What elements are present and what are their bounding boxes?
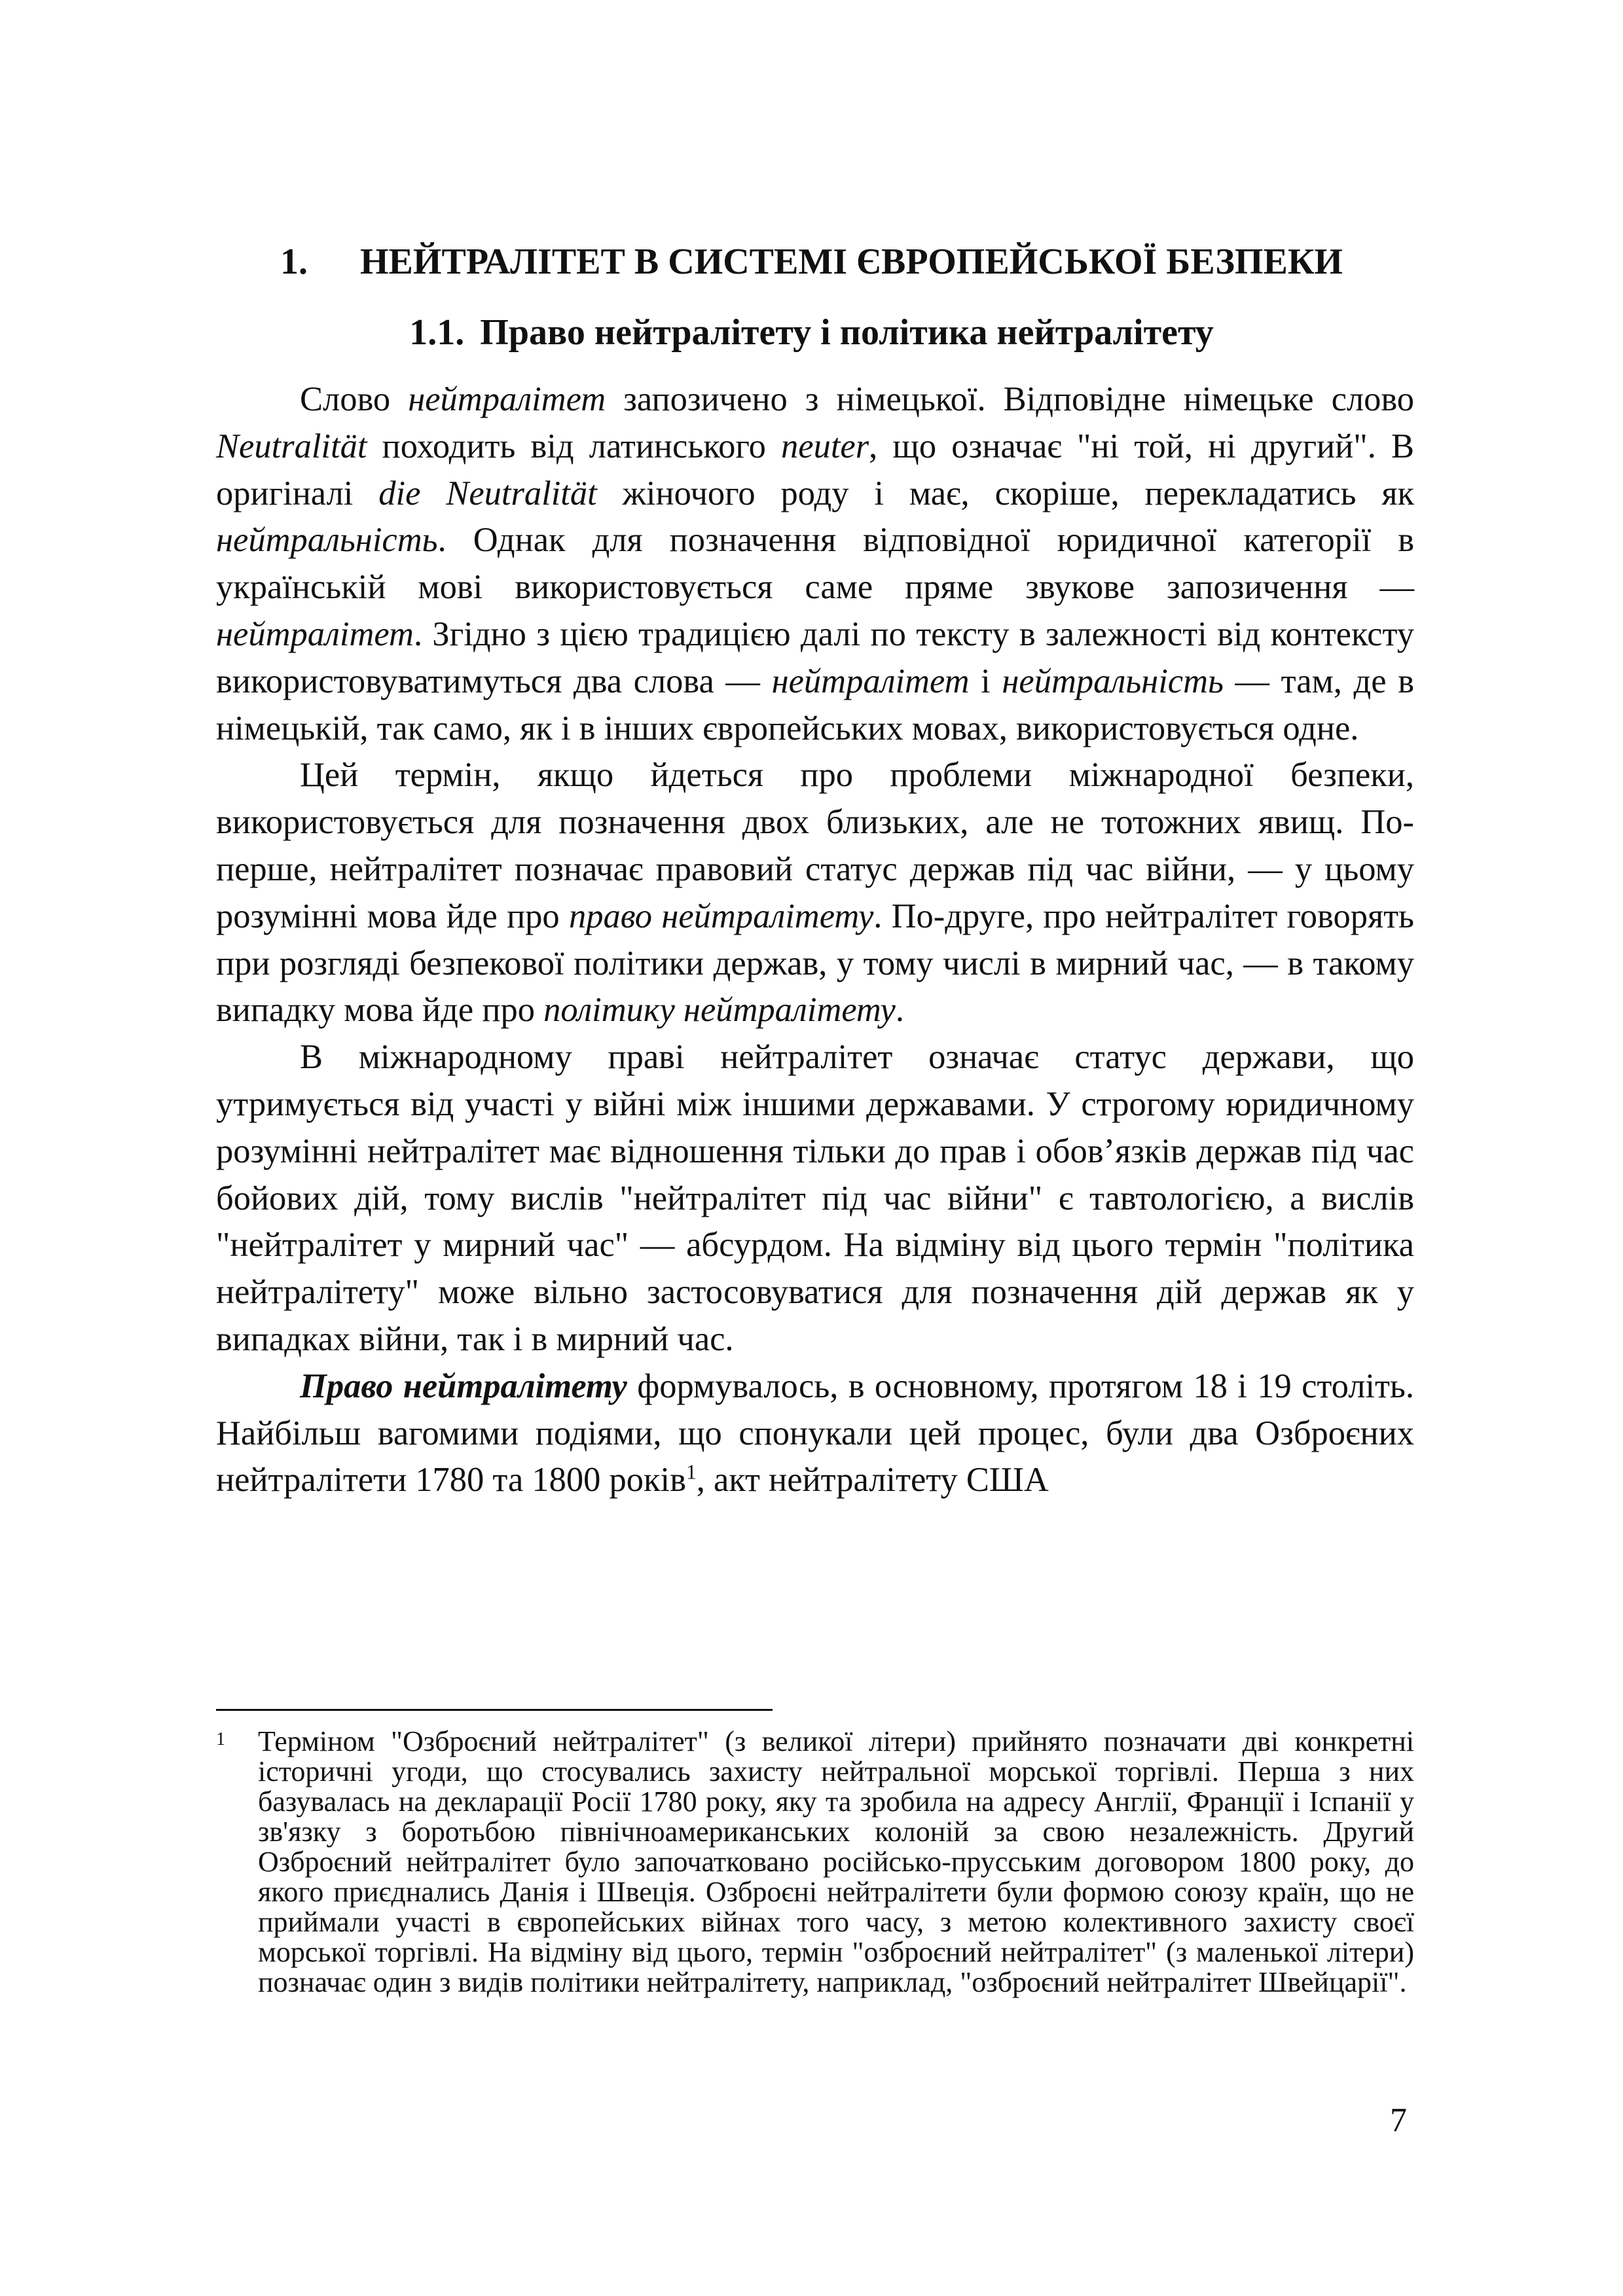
italic-term: нейтральність — [216, 521, 438, 560]
chapter-heading — [0, 237, 1623, 287]
paragraph-2 — [216, 752, 1414, 1034]
text-run: . Однак для позначення відповідної юридичної категорії в українській мові використовується саме пряме звукове запозичення — — [216, 521, 1414, 607]
italic-term: нейтральність — [1002, 662, 1224, 700]
text-run: і — [969, 662, 1002, 700]
footnote-text: Терміном "Озброєний нейтралітет" (з великої літери) прийнято позначати дві конкретні історичні угоди, що стосувались захисту нейтральної морської торгівлі. Перша з них базувалась на декларації Росії 1780 року, яку та зробила на адресу Англії, Франції і Іспанії у зв'язку з боротьбою північноамериканських колоній за свою незалежність. Другий Озброєний нейтралітет було започатковано російсько-прусським договором 1800 року, до якого приєднались Данія і Швеція. Озброєні нейтралітети були формою союзу країн, що не приймали участі в європейських війнах того часу, з метою колективного захисту своєї морської торгівлі. На відміну від цього, термін "озброєний нейтралітет" (з маленької літери) позначає один з видів політики нейтралітету, наприклад, "озброєний нейтралітет Швейцарії". — [258, 1725, 1414, 1998]
text-run: запозичено з німецької. Відповідне німецьке слово — [606, 380, 1414, 418]
footnote — [216, 1727, 1414, 1998]
body-text — [216, 376, 1414, 1504]
italic-term: Neutralität — [216, 427, 367, 465]
italic-term: нейтралітет — [408, 380, 606, 418]
page-number: 7 — [1390, 2102, 1407, 2139]
paragraph-3 — [216, 1034, 1414, 1363]
text-run: походить від латинського — [367, 427, 782, 465]
italic-term: політику нейтралітету — [543, 991, 896, 1030]
italic-term: нейтралітет — [771, 662, 970, 700]
bold-italic-term: Право нейтралітету — [300, 1367, 627, 1405]
text-run: — там, де в німецькій, так само, як і в інших європейських мовах, використовується одне. — [216, 662, 1414, 747]
section-number: 1.1. — [409, 312, 465, 353]
italic-term: die Neutralität — [378, 474, 597, 512]
text-run: В міжнародному праві нейтралітет означає статус держави, що утримується від участі у війні між іншими державами. У строгому юридичному розумінні нейтралітет має відношення тільки до прав і обов’язків держав під час бойових дій, тому вислів "нейтралітет під час війни" є тавтологією, а вислів "нейтралітет у мирний час" — абсурдом. На відміну від цього термін "політика нейтралітету" може вільно застосовуватися для позначення дій держав як у випадках війни, так і в мирний час. — [216, 1038, 1414, 1358]
italic-term: neuter — [781, 427, 869, 465]
paragraph-1 — [216, 376, 1414, 752]
paragraph-4 — [216, 1363, 1414, 1504]
italic-term: право нейтралітету — [568, 897, 874, 935]
italic-term: нейтралітет — [216, 615, 414, 653]
text-run: жіночого роду і має, скоріше, перекладатись як — [596, 474, 1414, 512]
text-run: Слово — [300, 380, 409, 418]
footnote-mark: 1 — [216, 1729, 225, 1749]
text-run: , що означає "ні той, ні другий". В оригіналі — [216, 427, 1414, 512]
footnote-reference[interactable]: 1 — [685, 1460, 697, 1484]
text-run: , акт нейтралітету США — [696, 1461, 1049, 1499]
text-run: Цей термін, якщо йдеться про проблеми міжнародної безпеки, використовується для позначення двох близьких, але не тотожних явищ. По-перше, нейтралітет позначає правовий статус держав під час війни, — у цьому розумінні мова йде про — [216, 756, 1414, 935]
footnote-divider — [216, 1709, 773, 1711]
chapter-number: 1. — [280, 242, 308, 282]
text-run: . Згідно з цією традицією далі по тексту в залежності від контексту використовуватимуться два слова — — [216, 615, 1414, 700]
text-run: . — [895, 991, 904, 1030]
section-heading — [0, 308, 1623, 357]
text-run: . По-друге, про нейтралітет говорять при розгляді безпекової політики держав, у тому числі в мирний час, — в такому випадку мова йде про — [216, 897, 1414, 1030]
text-run: формувалось, в основному, протягом 18 і 19 століть. Найбільш вагомими подіями, що спонукали цей процес, були два Озброєних нейтралітети 1780 та 1800 років — [216, 1367, 1414, 1499]
section-title: Право нейтралітету і політика нейтралітету — [480, 312, 1214, 353]
chapter-title: НЕЙТРАЛІТЕТ В СИСТЕМІ ЄВРОПЕЙСЬКОЇ БЕЗПЕКИ — [360, 242, 1343, 282]
